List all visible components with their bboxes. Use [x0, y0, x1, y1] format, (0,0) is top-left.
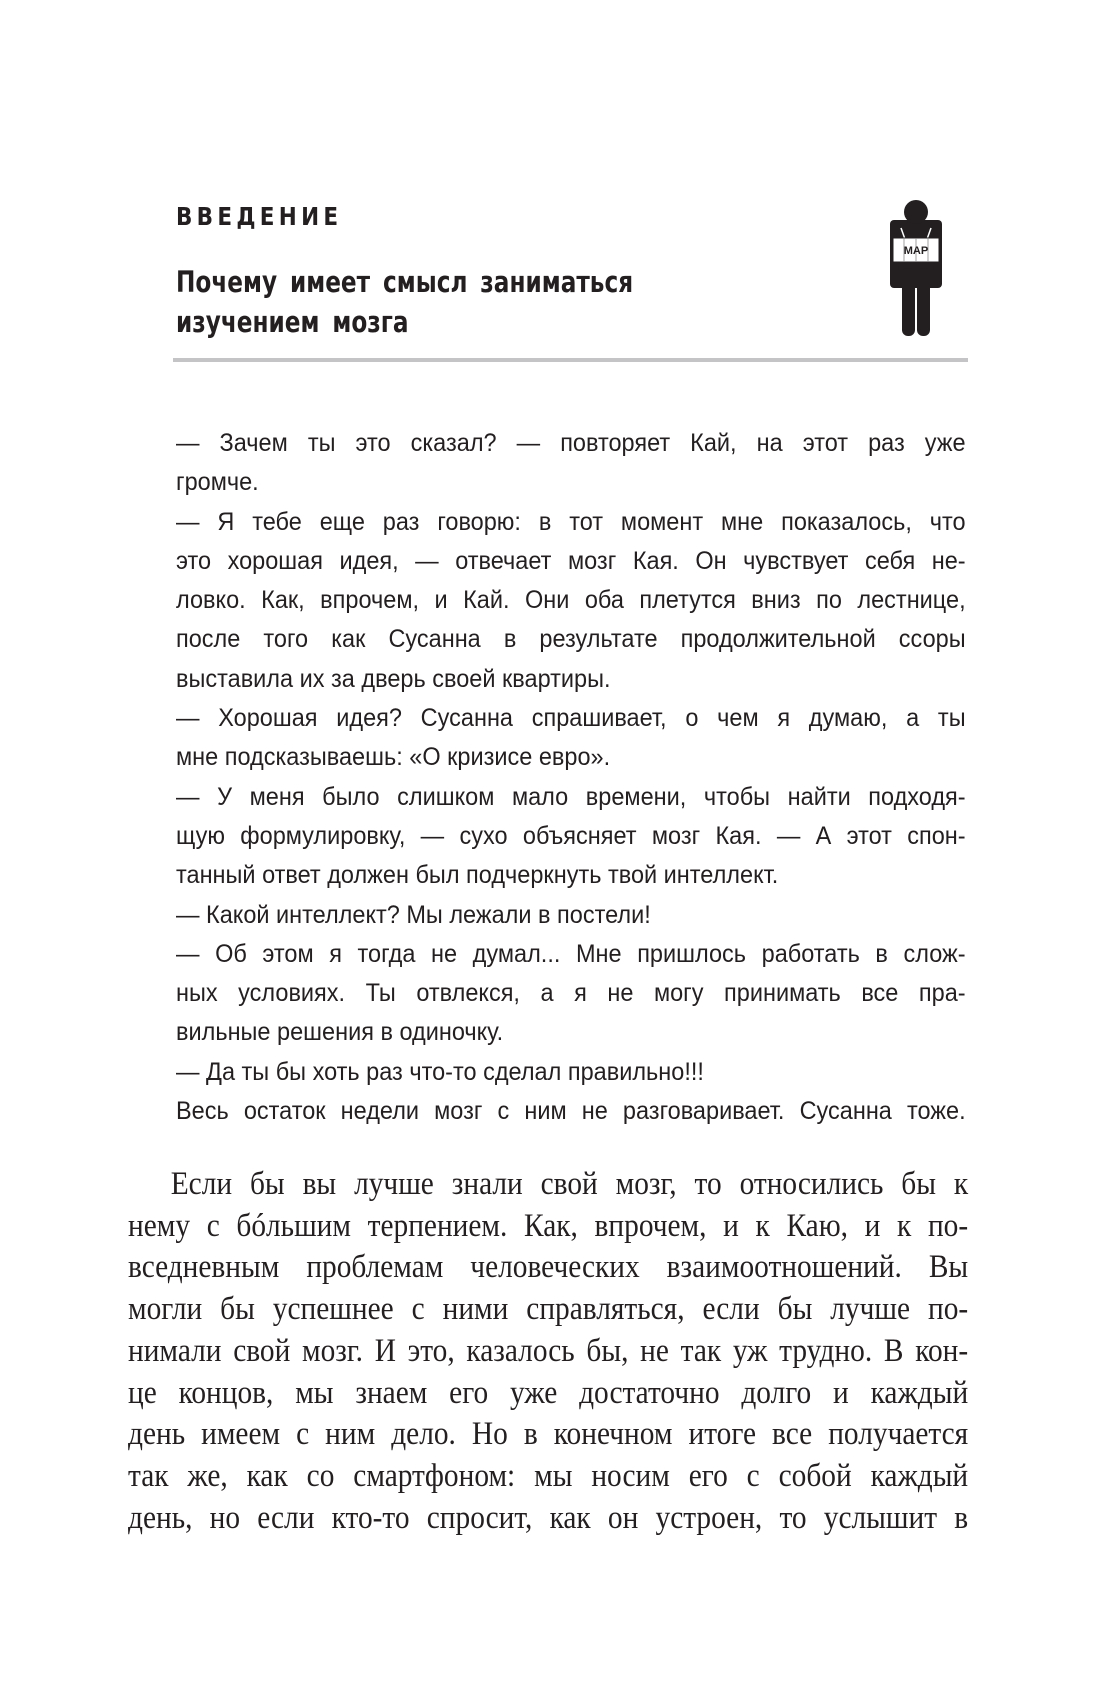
chapter-title-line: Почему имеет смысл заниматься — [176, 265, 634, 299]
dialogue-line: это хорошая идея, — отвечает мозг Кая. Он чувствует себя не- — [176, 546, 966, 575]
body-line: Если бы вы лучше знали свой мозг, то относились бы к — [170, 1166, 969, 1202]
map-label: MAP — [903, 245, 929, 257]
body-line: це концов, мы знаем его уже достаточно долго и каждый — [128, 1374, 969, 1411]
body-line: так же, как со смартфоном: мы носим его с собой каждый — [128, 1457, 969, 1494]
chapter-title — [176, 262, 688, 342]
header-divider — [173, 358, 968, 362]
dialogue-line: — Я тебе еще раз говорю: в тот момент мне показалось, что — [176, 507, 966, 536]
dialogue-line: громче. — [176, 468, 259, 497]
dialogue-line: танный ответ должен был подчеркнуть твой интеллект. — [176, 861, 779, 890]
dialogue-line: вильные решения в одиночку. — [176, 1018, 504, 1047]
body-line: могли бы успешнее с ними справляться, если бы лучше по- — [128, 1291, 969, 1328]
dialogue-line: щую формулировку, — сухо объясняет мозг Кая. — А этот спон- — [176, 821, 966, 850]
dialogue-line: выставила их за дверь своей квартиры. — [176, 664, 611, 693]
dialogue-line: — У меня было слишком мало времени, чтобы найти подходя- — [176, 782, 966, 811]
chapter-title-line: изучением мозга — [176, 305, 409, 339]
body-line: нему с бóльшим терпением. Как, впрочем, и к Каю, и к по- — [128, 1207, 969, 1244]
chapter-label: ВВЕДЕНИЕ — [176, 202, 343, 231]
dialogue-line: — Да ты бы хоть раз что-то сделал правильно!!! — [176, 1057, 704, 1086]
dialogue-line: после того как Сусанна в результате продолжительной ссоры — [176, 625, 966, 654]
person-with-map-icon — [884, 198, 948, 338]
dialogue-line: Весь остаток недели мозг с ним не разговаривает. Сусанна тоже. — [176, 1097, 966, 1126]
dialogue-line: ловко. Как, впрочем, и Кай. Они оба плетутся вниз по лестнице, — [176, 586, 966, 615]
dialogue-line: — Какой интеллект? Мы лежали в постели! — [176, 900, 651, 929]
dialogue-line: — Об этом я тогда не думал... Мне пришлось работать в слож- — [176, 939, 966, 968]
dialogue-line: ных условиях. Ты отвлекся, а я не могу принимать все пра- — [176, 979, 966, 1008]
dialogue-line: — Хорошая идея? Сусанна спрашивает, о чем я думаю, а ты — [176, 704, 966, 733]
body-line: день, но если кто-то спросит, как он устроен, то услышит в — [128, 1499, 969, 1536]
dialogue-line: мне подсказываешь: «О кризисе евро». — [176, 743, 611, 772]
dialogue-line: — Зачем ты это сказал? — повторяет Кай, на этот раз уже — [176, 429, 966, 457]
dialogue-block — [176, 424, 966, 1131]
body-paragraph — [128, 1164, 969, 1539]
body-line: вседневным проблемам человеческих взаимоотношений. Вы — [128, 1249, 969, 1286]
body-line: нимали свой мозг. И это, казалось бы, не так уж трудно. В кон- — [128, 1332, 969, 1369]
body-line: день имеем с ним дело. Но в конечном итоге все получается — [128, 1416, 969, 1453]
